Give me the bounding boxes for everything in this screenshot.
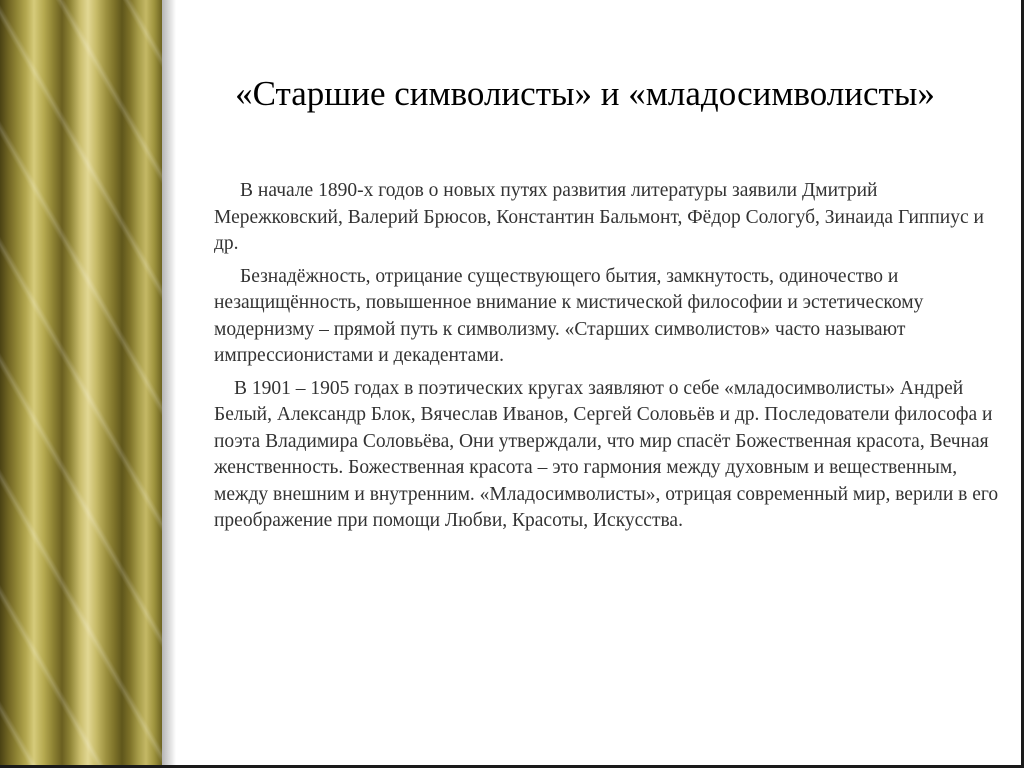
paragraph-symbolism-traits: Безнадёжность, отрицание существующего бытия, замкнутость, одиночество и незащищённость, повышенное внимание к мистической философии и эстетическому модернизму – прямой путь к символизму. «Старших символистов» часто называют импрессионистами и декадентами.	[214, 265, 924, 366]
slide-body	[214, 178, 999, 541]
paragraph-young-symbolists: В 1901 – 1905 годах в поэтических кругах заявляют о себе «младосимволисты» Андрей Белый, Александр Блок, Вячеслав Иванов, Сергей Соловьёв и др. Последователи философа и поэта Владимира Соловьёва, Они утверждали, что мир спасёт Божественная красота, Вечная женственность. Божественная красота – это гармония между духовным и вещественным, между внешним и внутренним. «Младосимволисты», отрицая современный мир, верили в его преображение при помощи Любви, Красоты, Искусства.	[214, 377, 999, 531]
paragraph-older-symbolists: В начале 1890-х годов о новых путях развития литературы заявили Дмитрий Мережковский, Валерий Брюсов, Константин Бальмонт, Фёдор Сологуб, Зинаида Гиппиус и др.	[214, 180, 984, 254]
slide-title: «Старшие символисты» и «младосимволисты»	[235, 74, 935, 113]
decorative-gold-pillar	[0, 0, 162, 768]
